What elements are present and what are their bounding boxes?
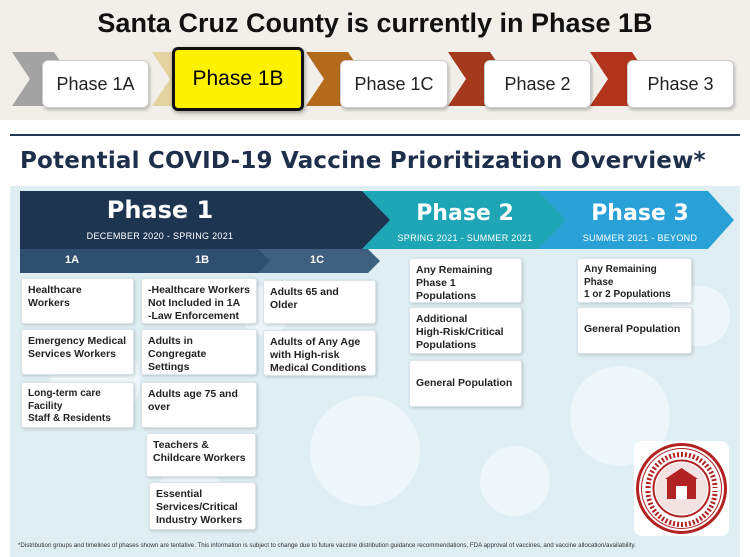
current-phase-title: Santa Cruz County is currently in Phase 1B: [97, 8, 653, 38]
phase-2-box: Phase 2: [484, 60, 591, 108]
phase-2-title: Phase 2: [416, 201, 514, 226]
footnote: *Distribution groups and timelines of phases shown are tentative. This information is subject to change due to future vaccine distribution guidance recommendations, FDA approval of vaccines, and vaccine allocation/availability.: [18, 542, 636, 549]
card-2-additional: Additional High-Risk/Critical Populations: [409, 307, 522, 354]
card-1b-congregate: Adults in Congregate Settings: [141, 329, 257, 375]
card-2-remaining: Any Remaining Phase 1 Populations: [409, 258, 522, 303]
phase-1-dates: DECEMBER 2020 - SPRING 2021: [86, 231, 234, 241]
phase-3-title: Phase 3: [591, 201, 689, 226]
county-seal-icon: [634, 441, 729, 536]
card-1c-high-risk: Adults of Any Age with High-risk Medical Conditions: [263, 330, 376, 376]
card-1b-teachers: Teachers & Childcare Workers: [146, 433, 256, 477]
card-1a-healthcare: Healthcare Workers: [21, 278, 134, 324]
subphase-1b-label: 1B: [194, 254, 210, 266]
card-1a-ltc: Long-term care Facility Staff & Residents: [21, 382, 134, 428]
card-2-general: General Population: [409, 360, 522, 407]
card-1b-hcw-law: -Healthcare Workers Not Included in 1A -Law Enforcement: [141, 278, 257, 324]
phase-1a-box: Phase 1A: [42, 60, 149, 108]
phase-3-dates: SUMMER 2021 - BEYOND: [582, 233, 698, 243]
phase-3-box: Phase 3: [627, 60, 734, 108]
card-1a-ems: Emergency Medical Services Workers: [21, 329, 134, 375]
card-1c-65-older: Adults 65 and Older: [263, 280, 376, 324]
phase-1-title: Phase 1: [106, 196, 214, 224]
county-seal-container: [634, 441, 729, 536]
phase-1c-box: Phase 1C: [340, 60, 448, 108]
phase-1b-box-current: Phase 1B: [172, 47, 304, 111]
card-3-remaining: Any Remaining Phase 1 or 2 Populations: [577, 258, 692, 303]
subphase-1c-label: 1C: [309, 254, 325, 266]
card-1b-75-over: Adults age 75 and over: [141, 382, 257, 428]
card-3-general: General Population: [577, 307, 692, 354]
phase-2-dates: SPRING 2021 - SUMMER 2021: [397, 233, 533, 243]
subphase-1a-label: 1A: [64, 254, 80, 266]
overview-title: Potential COVID-19 Vaccine Prioritization Overview*: [20, 148, 706, 174]
card-1b-essential: Essential Services/Critical Industry Workers: [149, 482, 256, 530]
